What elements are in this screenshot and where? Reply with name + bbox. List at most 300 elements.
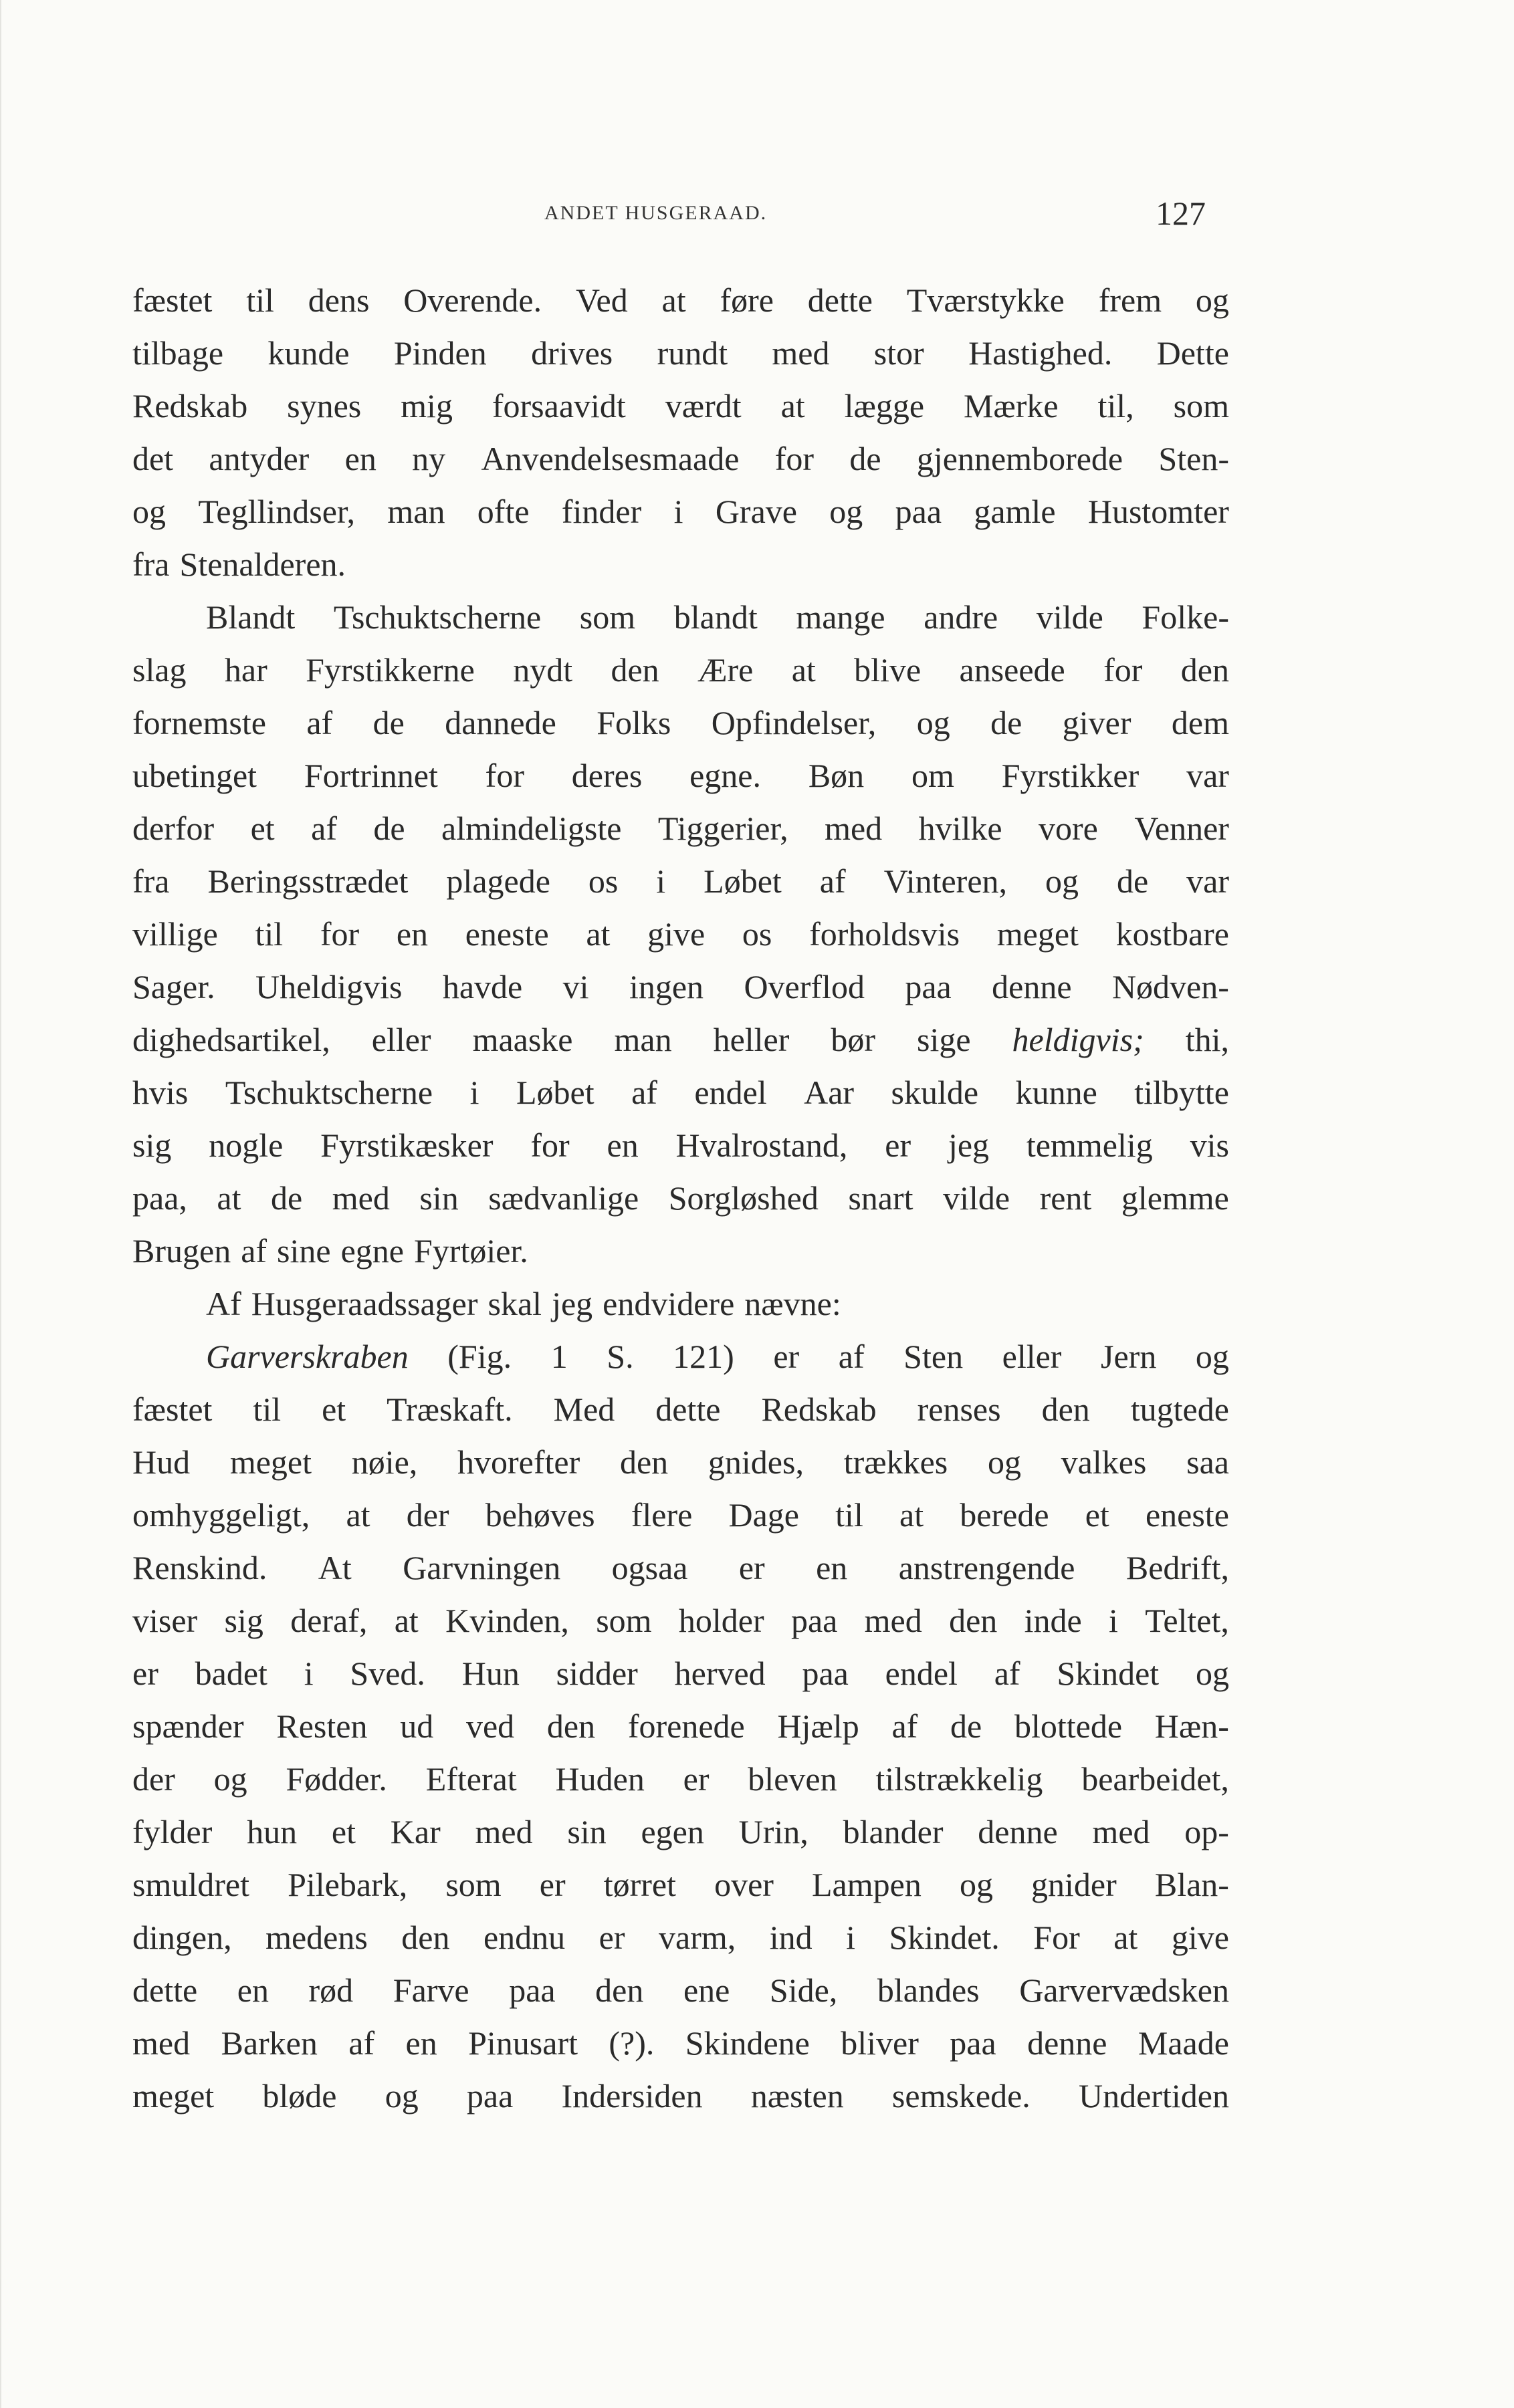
word: og (385, 2077, 419, 2115)
word: vi (562, 968, 589, 1005)
word: og (987, 1443, 1021, 1481)
word: Hvalrostand, (675, 1126, 848, 1164)
word: Garvningen (403, 1549, 561, 1586)
word: Af (206, 1285, 241, 1322)
word: Aar (804, 1074, 855, 1111)
word: den (1041, 1391, 1090, 1428)
word: blandt (673, 598, 758, 636)
word: forsaavidt (492, 387, 626, 425)
word: et (322, 1391, 346, 1428)
word: mig (401, 387, 453, 425)
word: Tschuktscherne (333, 598, 542, 636)
word: paa (509, 1971, 556, 2009)
word: Blan- (1154, 1866, 1229, 1903)
word: Hastighed. (968, 334, 1113, 372)
word: nøie, (351, 1443, 418, 1481)
word: Resten (276, 1707, 368, 1745)
word: berede (960, 1496, 1049, 1534)
word: flere (631, 1496, 693, 1534)
text-line (132, 1753, 1229, 1806)
word: bør (831, 1021, 876, 1058)
word: og (213, 1760, 247, 1798)
word: Brugen (132, 1232, 231, 1270)
word: Mærke (963, 387, 1059, 425)
word: Tværstykke (906, 281, 1065, 319)
word: herved (674, 1655, 766, 1692)
word: gnides, (708, 1443, 804, 1481)
word: er (885, 1126, 911, 1164)
word: Side, (769, 1971, 838, 2009)
word: den (949, 1602, 998, 1639)
word: Pilebark, (288, 1866, 408, 1903)
word: nydt (513, 651, 573, 689)
word: og (959, 1866, 993, 1903)
word: forholdsvis (809, 915, 960, 953)
word: Beringsstrædet (207, 862, 409, 900)
word: at (1113, 1919, 1138, 1956)
word: af (348, 2024, 375, 2062)
text-line (132, 591, 1229, 644)
word: maaske (472, 1021, 573, 1058)
word: Renskind. (132, 1549, 267, 1586)
word: dette (655, 1391, 721, 1428)
word: med (475, 1813, 533, 1850)
word: med (132, 2024, 191, 2062)
word: sædvanlige (488, 1179, 639, 1217)
word: andre (924, 598, 998, 636)
word: glemme (1121, 1179, 1229, 1217)
word: gnider (1031, 1866, 1117, 1903)
word: spænder (132, 1707, 244, 1745)
word: en (607, 1126, 639, 1164)
word: Stenalderen. (179, 546, 346, 583)
text-line (132, 1013, 1229, 1066)
word: et (250, 810, 275, 847)
word: nogle (209, 1126, 284, 1164)
word: de (372, 704, 405, 741)
word: Undertiden (1079, 2077, 1229, 2115)
text-line (132, 1594, 1229, 1647)
word: med (772, 334, 830, 372)
word: den (546, 1707, 596, 1745)
word: For (1033, 1919, 1080, 1956)
word: tilstrækkelig (875, 1760, 1043, 1798)
word: den (595, 1971, 644, 2009)
word: over (714, 1866, 774, 1903)
word: denne (978, 1813, 1058, 1850)
word: Tegllindser, (198, 493, 356, 530)
word: kunde (267, 334, 350, 372)
word: ofte (477, 493, 530, 530)
word: holder (678, 1602, 764, 1639)
word: deraf, (290, 1602, 368, 1639)
page-number: 127 (1156, 195, 1206, 232)
word: Kar (390, 1813, 441, 1850)
word: ene (683, 1971, 730, 2009)
word: Grave (715, 493, 797, 530)
word: man (614, 1021, 672, 1058)
word: bliver (841, 2024, 919, 2062)
word: er (132, 1655, 158, 1692)
text-line (132, 433, 1229, 485)
word: Fyrstikker (1001, 757, 1140, 794)
word: er (683, 1760, 710, 1798)
word: værdt (665, 387, 742, 425)
word: til, (1097, 387, 1134, 425)
word: tilbytte (1134, 1074, 1229, 1111)
word: jeg (948, 1126, 990, 1164)
word: næsten (750, 2077, 844, 2115)
word: temmelig (1026, 1126, 1153, 1164)
word: Ved (575, 281, 628, 319)
word: Hæn- (1154, 1707, 1229, 1745)
word: Garvervædsken (1019, 1971, 1229, 2009)
word: meget (229, 1443, 312, 1481)
word: Overflod (744, 968, 865, 1005)
word: finder (561, 493, 642, 530)
word: af (819, 862, 846, 900)
word: ved (465, 1707, 515, 1745)
word: at (899, 1496, 924, 1534)
word: ingen (629, 968, 704, 1005)
word: endnu (483, 1919, 566, 1956)
text-line (132, 855, 1229, 908)
text-line (132, 1436, 1229, 1489)
word: S. (607, 1338, 634, 1375)
word: skulde (891, 1074, 979, 1111)
word: anstrengende (898, 1549, 1075, 1586)
word: blandes (877, 1971, 980, 2009)
word: heller (713, 1021, 790, 1058)
word: viser (132, 1602, 198, 1639)
word: til (835, 1496, 863, 1534)
word: af (994, 1655, 1020, 1692)
word: Hjælp (777, 1707, 859, 1745)
word: rød (308, 1971, 354, 2009)
word: de (271, 1179, 303, 1217)
word: dingen, (132, 1919, 232, 1956)
text-line (132, 802, 1229, 855)
word: Redskab (132, 387, 248, 425)
word: Bøn (808, 757, 865, 794)
word: Tschuktscherne (225, 1074, 433, 1111)
text-line (132, 1330, 1229, 1383)
word: Tiggerier, (657, 810, 788, 847)
word: at (217, 1179, 241, 1217)
word: de (849, 440, 881, 477)
word: Lampen (812, 1866, 922, 1903)
word: ubetinget (132, 757, 257, 794)
word: dem (1171, 704, 1229, 741)
word: med (864, 1602, 922, 1639)
word: bearbeidet, (1081, 1760, 1229, 1798)
word: medens (265, 1919, 368, 1956)
word: en (344, 440, 376, 477)
word: derfor (132, 810, 215, 847)
word: Folks (597, 704, 671, 741)
word: mange (796, 598, 885, 636)
word: jeg (552, 1285, 593, 1322)
word: tørret (603, 1866, 676, 1903)
word: en (405, 2024, 437, 2062)
word: til (253, 1391, 282, 1428)
word: og (829, 493, 863, 530)
word: sig (224, 1602, 263, 1639)
word: Redskab (761, 1391, 877, 1428)
word: som (445, 1866, 502, 1903)
word: hvilke (918, 810, 1002, 847)
word: for (485, 757, 524, 794)
word: paa (466, 2077, 514, 2115)
word: giver (1062, 704, 1131, 741)
word: i (469, 1074, 479, 1111)
word: Indersiden (561, 2077, 703, 2115)
word: ogsaa (611, 1549, 688, 1586)
word: Skindet (1057, 1655, 1160, 1692)
word: Garverskraben (206, 1338, 409, 1375)
body-text (132, 274, 1229, 2123)
word: paa (950, 2024, 996, 2062)
text-line (132, 274, 1229, 327)
word: behøves (485, 1496, 595, 1534)
word: Hun (461, 1655, 520, 1692)
word: der (132, 1760, 175, 1798)
word: og (1195, 1338, 1229, 1375)
word: af (631, 1074, 657, 1111)
text-line (132, 1225, 1229, 1278)
word: (?). (609, 2024, 655, 2062)
word: med (332, 1179, 390, 1217)
word: Løbet (704, 862, 782, 900)
word: Pinden (393, 334, 487, 372)
word: Fyrstikkerne (306, 651, 475, 689)
text-line (132, 1647, 1229, 1700)
word: Sved. (350, 1655, 425, 1692)
word: fæstet (132, 281, 213, 319)
word: valkes (1061, 1443, 1147, 1481)
word: Overende. (403, 281, 542, 319)
word: og (1195, 1655, 1229, 1692)
text-line (132, 1964, 1229, 2017)
word: inde (1024, 1602, 1082, 1639)
word: at (791, 651, 816, 689)
word: for (530, 1126, 570, 1164)
word: varm, (659, 1919, 736, 1956)
word: af (241, 1232, 267, 1270)
word: dette (132, 1971, 198, 2009)
word: gjennemborede (916, 440, 1123, 477)
word: der (406, 1496, 449, 1534)
word: endel (694, 1074, 767, 1111)
word: Fyrstikæsker (320, 1126, 494, 1164)
word: er (599, 1919, 625, 1956)
word: i (1109, 1602, 1118, 1639)
word: Kvinden, (445, 1602, 569, 1639)
word: hvorefter (457, 1443, 580, 1481)
word: stor (873, 334, 924, 372)
word: frem (1098, 281, 1162, 319)
word: kostbare (1115, 915, 1229, 953)
word: blander (843, 1813, 944, 1850)
word: at (586, 915, 611, 953)
word: synes (287, 387, 362, 425)
word: vilde (943, 1179, 1010, 1217)
word: Maade (1138, 2024, 1229, 2062)
text-line (132, 1066, 1229, 1119)
word: sin (567, 1813, 607, 1850)
word: er (773, 1338, 800, 1375)
word: om (911, 757, 954, 794)
word: sige (917, 1021, 971, 1058)
word: sine (277, 1232, 331, 1270)
word: gamle (974, 493, 1056, 530)
word: i (673, 493, 683, 530)
word: vis (1190, 1126, 1229, 1164)
word: heldigvis; (1012, 1021, 1144, 1058)
word: bleven (748, 1760, 837, 1798)
text-line (132, 1172, 1229, 1225)
text-line (132, 1806, 1229, 1858)
word: med (825, 810, 883, 847)
word: Sten- (1158, 440, 1229, 477)
word: at (780, 387, 805, 425)
text-line (132, 644, 1229, 697)
word: smuldret (132, 1866, 249, 1903)
word: fæstet (132, 1391, 213, 1428)
word: tugtede (1130, 1391, 1229, 1428)
word: for (320, 915, 360, 953)
word: Løbet (516, 1074, 594, 1111)
word: de (990, 704, 1022, 741)
word: os (588, 862, 619, 900)
word: endvidere (603, 1285, 735, 1322)
word: føre (720, 281, 774, 319)
word: som (579, 598, 636, 636)
word: Urin, (738, 1813, 808, 1850)
word: Sten (903, 1338, 964, 1375)
word: Dette (1156, 334, 1229, 372)
word: vilde (1036, 598, 1103, 636)
word: paa, (132, 1179, 187, 1217)
word: Huden (555, 1760, 645, 1798)
word: drives (531, 334, 613, 372)
word: Fyrtøier. (413, 1232, 528, 1270)
word: et (331, 1813, 356, 1850)
word: den (1180, 651, 1229, 689)
word: eller (1002, 1338, 1062, 1375)
word: Anvendelsesmaade (481, 440, 740, 477)
word: rundt (657, 334, 728, 372)
word: ud (400, 1707, 434, 1745)
word: Fødder. (286, 1760, 387, 1798)
word: de (1116, 862, 1149, 900)
word: og (1195, 281, 1229, 319)
text-line (132, 1119, 1229, 1172)
word: 1 (550, 1338, 568, 1375)
word: (Fig. (447, 1338, 512, 1375)
word: Skindene (685, 2024, 810, 2062)
text-line (132, 961, 1229, 1013)
word: Uheldigvis (255, 968, 403, 1005)
word: egne (340, 1232, 404, 1270)
word: den (401, 1919, 450, 1956)
word: til (246, 281, 274, 319)
word: saa (1186, 1443, 1229, 1481)
word: og (132, 493, 166, 530)
running-head: ANDET HUSGERAAD. (544, 202, 768, 224)
word: en (237, 1971, 269, 2009)
word: af (838, 1338, 865, 1375)
word: slag (132, 651, 187, 689)
text-line (132, 2070, 1229, 2123)
word: semskede. (891, 2077, 1031, 2115)
word: Husgeraadssager (251, 1285, 478, 1322)
word: en (816, 1549, 848, 1586)
word: man (387, 493, 445, 530)
word: tilbage (132, 334, 224, 372)
word: badet (195, 1655, 267, 1692)
word: Folke- (1142, 598, 1229, 636)
word: af (306, 704, 333, 741)
word: paa (802, 1655, 849, 1692)
word: skal (488, 1285, 542, 1322)
word: er (539, 1866, 566, 1903)
word: give (1171, 1919, 1229, 1956)
word: Teltet, (1145, 1602, 1229, 1639)
word: sig (132, 1126, 172, 1164)
word: paa (790, 1602, 838, 1639)
word: en (396, 915, 429, 953)
word: den (619, 1443, 669, 1481)
word: de (373, 810, 405, 847)
text-line (132, 1278, 1229, 1330)
word: denne (992, 968, 1072, 1005)
word: meget (132, 2077, 215, 2115)
text-line (132, 908, 1229, 961)
word: plagede (446, 862, 550, 900)
word: eller (371, 1021, 431, 1058)
word: fornemste (132, 704, 266, 741)
word: omhyggeligt, (132, 1496, 310, 1534)
word: de (950, 1707, 982, 1745)
text-line (132, 327, 1229, 380)
word: fylder (132, 1813, 213, 1850)
word: at (394, 1602, 419, 1639)
word: forenede (627, 1707, 745, 1745)
text-line (132, 485, 1229, 538)
word: hun (247, 1813, 298, 1850)
word: 121) (673, 1338, 734, 1375)
text-line (132, 697, 1229, 749)
word: Blandt (206, 598, 296, 636)
word: var (1186, 862, 1229, 900)
word: almindeligste (441, 810, 622, 847)
word: dens (308, 281, 370, 319)
word: endel (885, 1655, 958, 1692)
text-line (132, 1489, 1229, 1542)
word: Hustomter (1087, 493, 1229, 530)
word: et (1085, 1496, 1109, 1534)
word: at (661, 281, 686, 319)
text-line (132, 1542, 1229, 1594)
word: Dage (728, 1496, 799, 1534)
word: Venner (1134, 810, 1229, 847)
word: trækkes (843, 1443, 948, 1481)
word: for (774, 440, 815, 477)
word: i (304, 1655, 314, 1692)
word: det (132, 440, 174, 477)
word: at (346, 1496, 370, 1534)
